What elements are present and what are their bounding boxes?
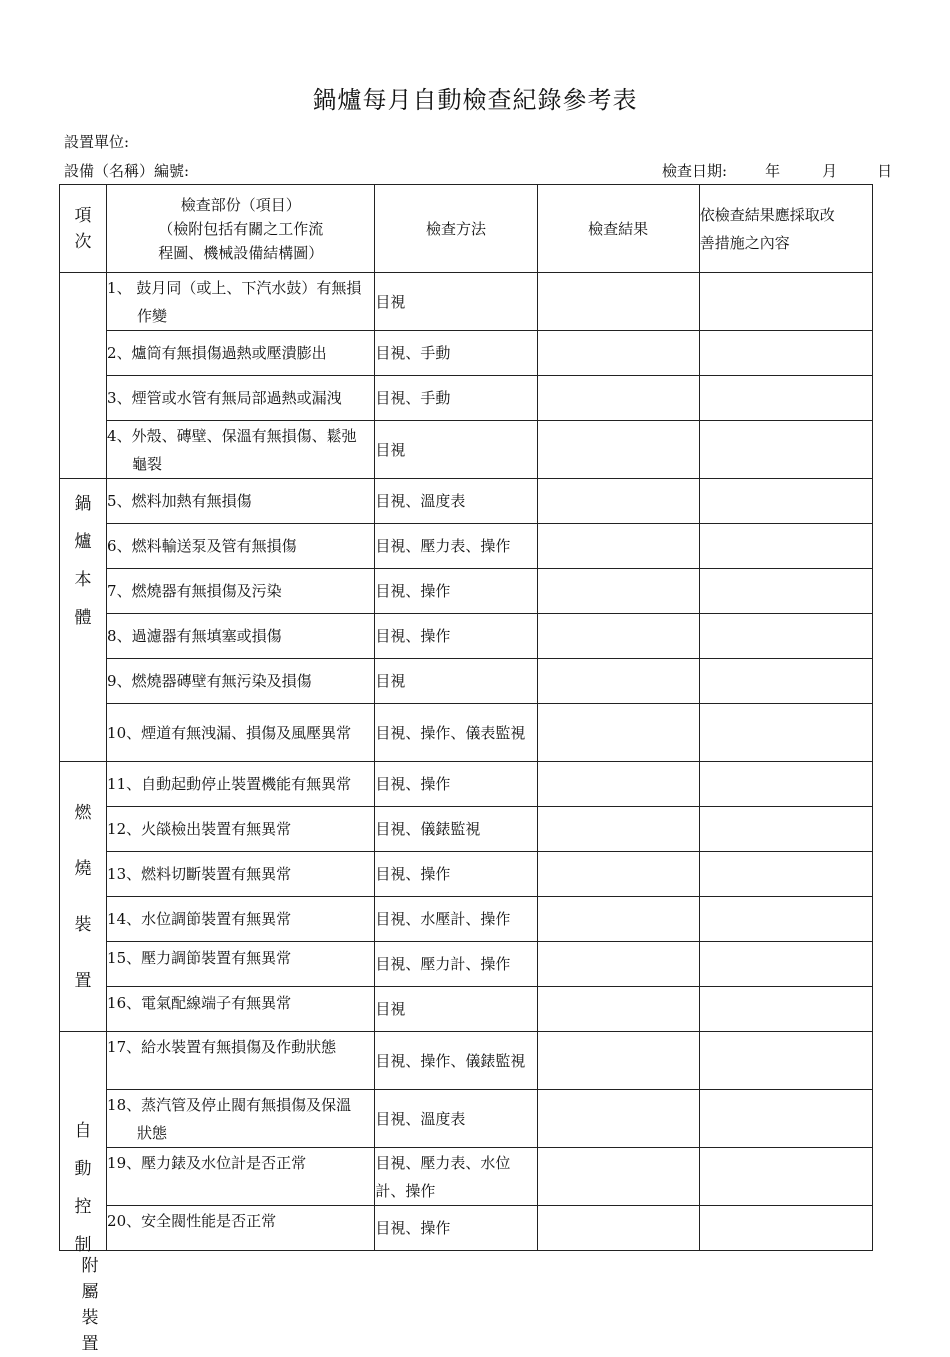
method-cell: 目視、操作 [375, 852, 537, 897]
result-cell[interactable] [537, 524, 699, 569]
section-burner: 燃 燒 裝 置 [60, 762, 107, 1032]
result-cell[interactable] [537, 331, 699, 376]
action-cell[interactable] [699, 1206, 872, 1251]
item-cell: 12、火燄檢出裝置有無異常 [107, 807, 375, 852]
table-row [60, 421, 873, 479]
result-cell[interactable] [537, 942, 699, 987]
action-cell[interactable] [699, 987, 872, 1032]
table-row [60, 987, 873, 1032]
year-label: 年 [765, 162, 781, 180]
result-cell[interactable] [537, 659, 699, 704]
action-cell[interactable] [699, 479, 872, 524]
method-cell: 目視、壓力表、操作 [375, 524, 537, 569]
item-cell: 17、給水裝置有無損傷及作動狀態 [107, 1032, 375, 1090]
item-cell: 19、壓力錶及水位計是否正常 [107, 1148, 375, 1206]
table-row [60, 1206, 873, 1251]
method-cell: 目視、操作 [375, 1206, 537, 1251]
method-cell: 目視、操作 [375, 569, 537, 614]
page-title: 鍋爐每月自動檢查紀錄參考表 [312, 86, 638, 114]
table-row [60, 852, 873, 897]
item-cell: 2、爐筒有無損傷過熱或壓潰膨出 [107, 331, 375, 376]
item-cell: 6、燃料輸送泵及管有無損傷 [107, 524, 375, 569]
method-cell: 目視、手動 [375, 376, 537, 421]
action-cell[interactable] [699, 1148, 872, 1206]
action-cell[interactable] [699, 376, 872, 421]
item-cell: 15、壓力調節裝置有無異常 [107, 942, 375, 987]
table-row [60, 273, 873, 331]
action-cell[interactable] [699, 421, 872, 479]
date-label: 檢查日期: [662, 162, 728, 180]
item-cell: 14、水位調節裝置有無異常 [107, 897, 375, 942]
action-cell[interactable] [699, 1032, 872, 1090]
header-seq: 項 次 [60, 185, 107, 273]
item-cell: 10、煙道有無洩漏、損傷及風壓異常 [107, 704, 375, 762]
header-method: 檢查方法 [375, 185, 537, 273]
inspection-table [59, 184, 873, 1255]
action-cell[interactable] [699, 807, 872, 852]
table-row [60, 1090, 873, 1148]
method-cell: 目視、手動 [375, 331, 537, 376]
header-action: 依檢查結果應採取改 善措施之內容 [699, 185, 872, 273]
result-cell[interactable] [537, 807, 699, 852]
item-cell: 20、安全閥性能是否正常 [107, 1206, 375, 1251]
method-cell: 目視 [375, 987, 537, 1032]
table-row [60, 614, 873, 659]
result-cell[interactable] [537, 762, 699, 807]
result-cell[interactable] [537, 987, 699, 1032]
table-row [60, 762, 873, 807]
item-cell: 3、煙管或水管有無局部過熱或漏洩 [107, 376, 375, 421]
method-cell: 目視、操作、儀錶監視 [375, 1032, 537, 1090]
action-cell[interactable] [699, 569, 872, 614]
item-cell: 11、自動起動停止裝置機能有無異常 [107, 762, 375, 807]
equipment-label: 設備（名稱）編號: [64, 162, 190, 180]
result-cell[interactable] [537, 273, 699, 331]
method-cell: 目視、壓力計、操作 [375, 942, 537, 987]
method-cell: 目視、操作、儀表監視 [375, 704, 537, 762]
action-cell[interactable] [699, 659, 872, 704]
table-row [60, 1148, 873, 1206]
table-row [60, 704, 873, 762]
table-row [60, 331, 873, 376]
action-cell[interactable] [699, 762, 872, 807]
table-row [60, 524, 873, 569]
result-cell[interactable] [537, 1090, 699, 1148]
method-cell: 目視 [375, 273, 537, 331]
table-row [60, 659, 873, 704]
item-cell: 13、燃料切斷裝置有無異常 [107, 852, 375, 897]
action-cell[interactable] [699, 1090, 872, 1148]
action-cell[interactable] [699, 524, 872, 569]
method-cell: 目視、溫度表 [375, 479, 537, 524]
method-cell: 目視 [375, 421, 537, 479]
result-cell[interactable] [537, 1206, 699, 1251]
action-cell[interactable] [699, 942, 872, 987]
table-row [60, 1032, 873, 1090]
method-cell: 目視、操作 [375, 762, 537, 807]
item-cell: 5、燃料加熱有無損傷 [107, 479, 375, 524]
inspection-date [662, 160, 892, 181]
result-cell[interactable] [537, 852, 699, 897]
method-cell: 目視、溫度表 [375, 1090, 537, 1148]
action-cell[interactable] [699, 897, 872, 942]
unit-label: 設置單位: [64, 133, 130, 151]
result-cell[interactable] [537, 1148, 699, 1206]
item-cell: 4、外殼、磚壁、保溫有無損傷、鬆弛 龜裂 [107, 421, 375, 479]
month-label: 月 [822, 162, 838, 180]
table-row [60, 376, 873, 421]
action-cell[interactable] [699, 331, 872, 376]
result-cell[interactable] [537, 614, 699, 659]
result-cell[interactable] [537, 376, 699, 421]
table-row [60, 479, 873, 524]
method-cell: 目視、儀錶監視 [375, 807, 537, 852]
method-cell: 目視、操作 [375, 614, 537, 659]
item-cell: 9、燃燒器磚壁有無污染及損傷 [107, 659, 375, 704]
item-cell: 16、電氣配線端子有無異常 [107, 987, 375, 1032]
method-cell: 目視、水壓計、操作 [375, 897, 537, 942]
result-cell[interactable] [537, 704, 699, 762]
method-cell: 目視 [375, 659, 537, 704]
table-row [60, 569, 873, 614]
result-cell[interactable] [537, 1032, 699, 1090]
header-part: 檢查部份（項目） （檢附包括有關之工作流 程圖、機械設備結構圖） [107, 185, 375, 273]
table-row [60, 942, 873, 987]
method-cell: 目視、壓力表、水位計、操作 [375, 1148, 537, 1206]
item-cell: 8、過濾器有無填塞或損傷 [107, 614, 375, 659]
header-row [60, 185, 873, 273]
section-auto-overflow-text: 附 屬 裝 置 [81, 1256, 99, 1354]
item-cell: 1、 鼓月同（或上、下汽水鼓）有無損 作變 [107, 273, 375, 331]
result-cell[interactable] [537, 569, 699, 614]
table-row [60, 897, 873, 942]
section-auto-control: 自 動 控 制 [60, 1032, 107, 1251]
action-cell[interactable] [699, 273, 872, 331]
result-cell[interactable] [537, 421, 699, 479]
result-cell[interactable] [537, 479, 699, 524]
action-cell[interactable] [699, 852, 872, 897]
section-cell-blank [60, 273, 107, 479]
action-cell[interactable] [699, 614, 872, 659]
result-cell[interactable] [537, 897, 699, 942]
table-row [60, 807, 873, 852]
item-cell: 7、燃燒器有無損傷及污染 [107, 569, 375, 614]
header-result: 檢查結果 [537, 185, 699, 273]
section-boiler-body: 鍋 爐 本 體 [60, 479, 107, 762]
item-cell: 18、蒸汽管及停止閥有無損傷及保溫 狀態 [107, 1090, 375, 1148]
action-cell[interactable] [699, 704, 872, 762]
day-label: 日 [877, 162, 893, 180]
